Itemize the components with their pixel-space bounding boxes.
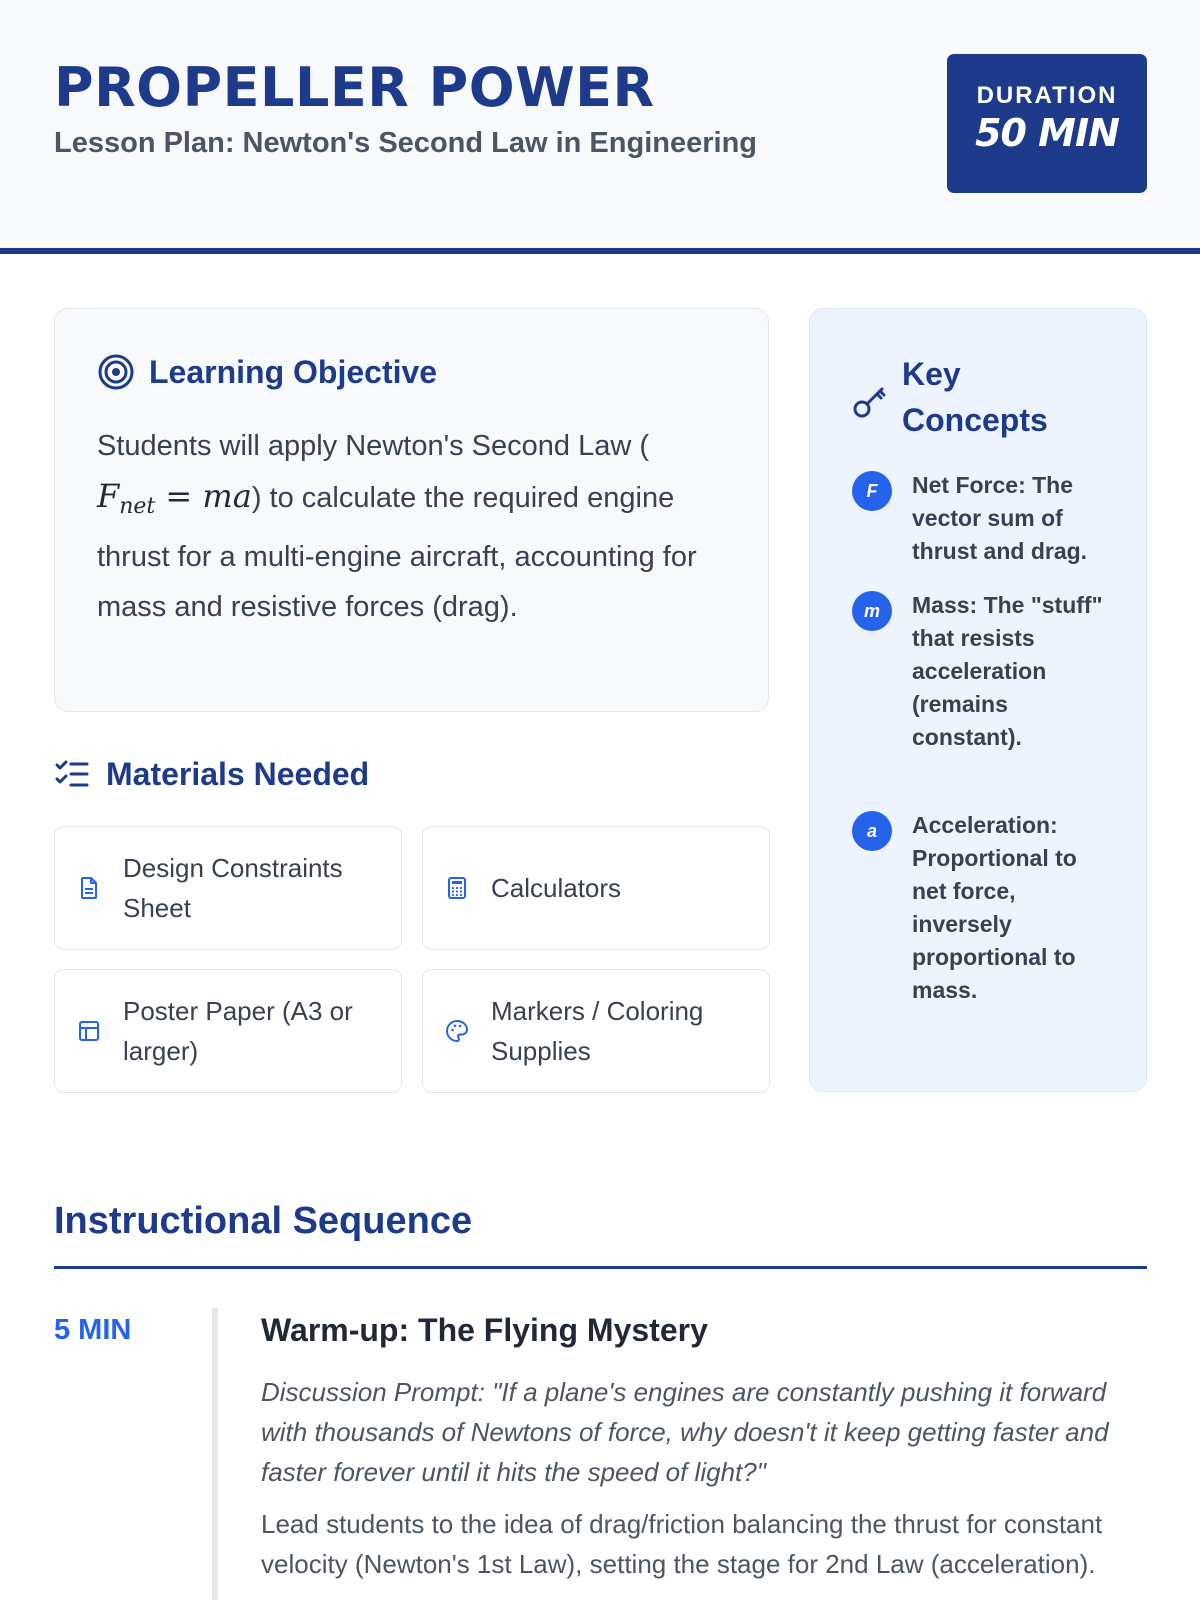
materials-heading	[54, 756, 369, 793]
objective-text-after: ) to calculate the required engine thrust for a multi-engine aircraft, accounting for mass and resistive forces (drag).	[97, 482, 697, 623]
material-item	[422, 826, 770, 950]
concept-symbol-badge: F	[852, 471, 892, 511]
page-subtitle: Lesson Plan: Newton's Second Law in Engineering	[54, 127, 757, 159]
key-icon	[852, 383, 888, 419]
step-description: Lead students to the idea of drag/friction balancing the thrust for constant velocity (Newton's 1st Law), setting the stage for 2nd Law (acceleration).	[261, 1509, 1103, 1579]
learning-objective-heading	[97, 353, 437, 391]
page-title: PROPELLER POWER	[54, 56, 655, 119]
document-icon	[77, 876, 101, 900]
materials-title: Materials Needed	[106, 756, 370, 792]
checklist-icon	[54, 757, 90, 793]
duration-label: DURATION	[976, 82, 1118, 109]
duration-value: 50 MIN	[975, 111, 1119, 155]
material-label: Design Constraints Sheet	[123, 853, 343, 923]
lesson-header	[0, 0, 1200, 254]
key-concepts-panel	[809, 308, 1147, 1092]
timeline-bar	[212, 1308, 218, 1600]
step-duration: 5 MIN	[54, 1314, 132, 1346]
formula-force: F	[97, 477, 120, 515]
layout-icon	[77, 1019, 101, 1043]
material-label: Markers / Coloring Supplies	[491, 996, 704, 1066]
material-item	[54, 826, 402, 950]
learning-objective-text	[97, 421, 737, 632]
formula-rest: = ma	[155, 477, 252, 515]
key-concepts-title: Key Concepts	[902, 356, 1048, 438]
instructional-sequence-heading: Instructional Sequence	[54, 1200, 473, 1242]
concept-text: Acceleration: Proportional to net force, inversely proportional to mass.	[912, 812, 1077, 1003]
learning-objective-title: Learning Objective	[149, 353, 438, 390]
material-item	[422, 969, 770, 1093]
calculator-icon	[445, 876, 469, 900]
concept-text: Net Force: The vector sum of thrust and drag.	[912, 472, 1088, 564]
material-label: Calculators	[491, 873, 622, 903]
discussion-prompt: Discussion Prompt: "If a plane's engines are constantly pushing it forward with thousands of Newtons of force, why doesn't it keep getting faster and faster forever until it hits the speed of light?"	[261, 1377, 1109, 1487]
target-icon	[97, 353, 135, 391]
key-concepts-heading	[852, 351, 1072, 443]
concept-symbol-badge: m	[852, 591, 892, 631]
concept-item	[852, 469, 1112, 568]
duration-badge	[947, 54, 1147, 193]
concept-symbol-badge: a	[852, 811, 892, 851]
section-divider	[54, 1266, 1147, 1269]
step-title: Warm-up: The Flying Mystery	[261, 1312, 708, 1348]
formula	[97, 477, 252, 519]
concept-item	[852, 589, 1112, 754]
material-label: Poster Paper (A3 or larger)	[123, 996, 353, 1066]
learning-objective-card	[54, 308, 769, 712]
objective-text-before: Students will apply Newton's Second Law (	[97, 430, 649, 462]
concept-item	[852, 809, 1112, 1007]
material-item	[54, 969, 402, 1093]
palette-icon	[445, 1019, 469, 1043]
concept-text: Mass: The "stuff" that resists acceleration (remains constant).	[912, 592, 1103, 750]
formula-subscript: net	[119, 494, 156, 519]
